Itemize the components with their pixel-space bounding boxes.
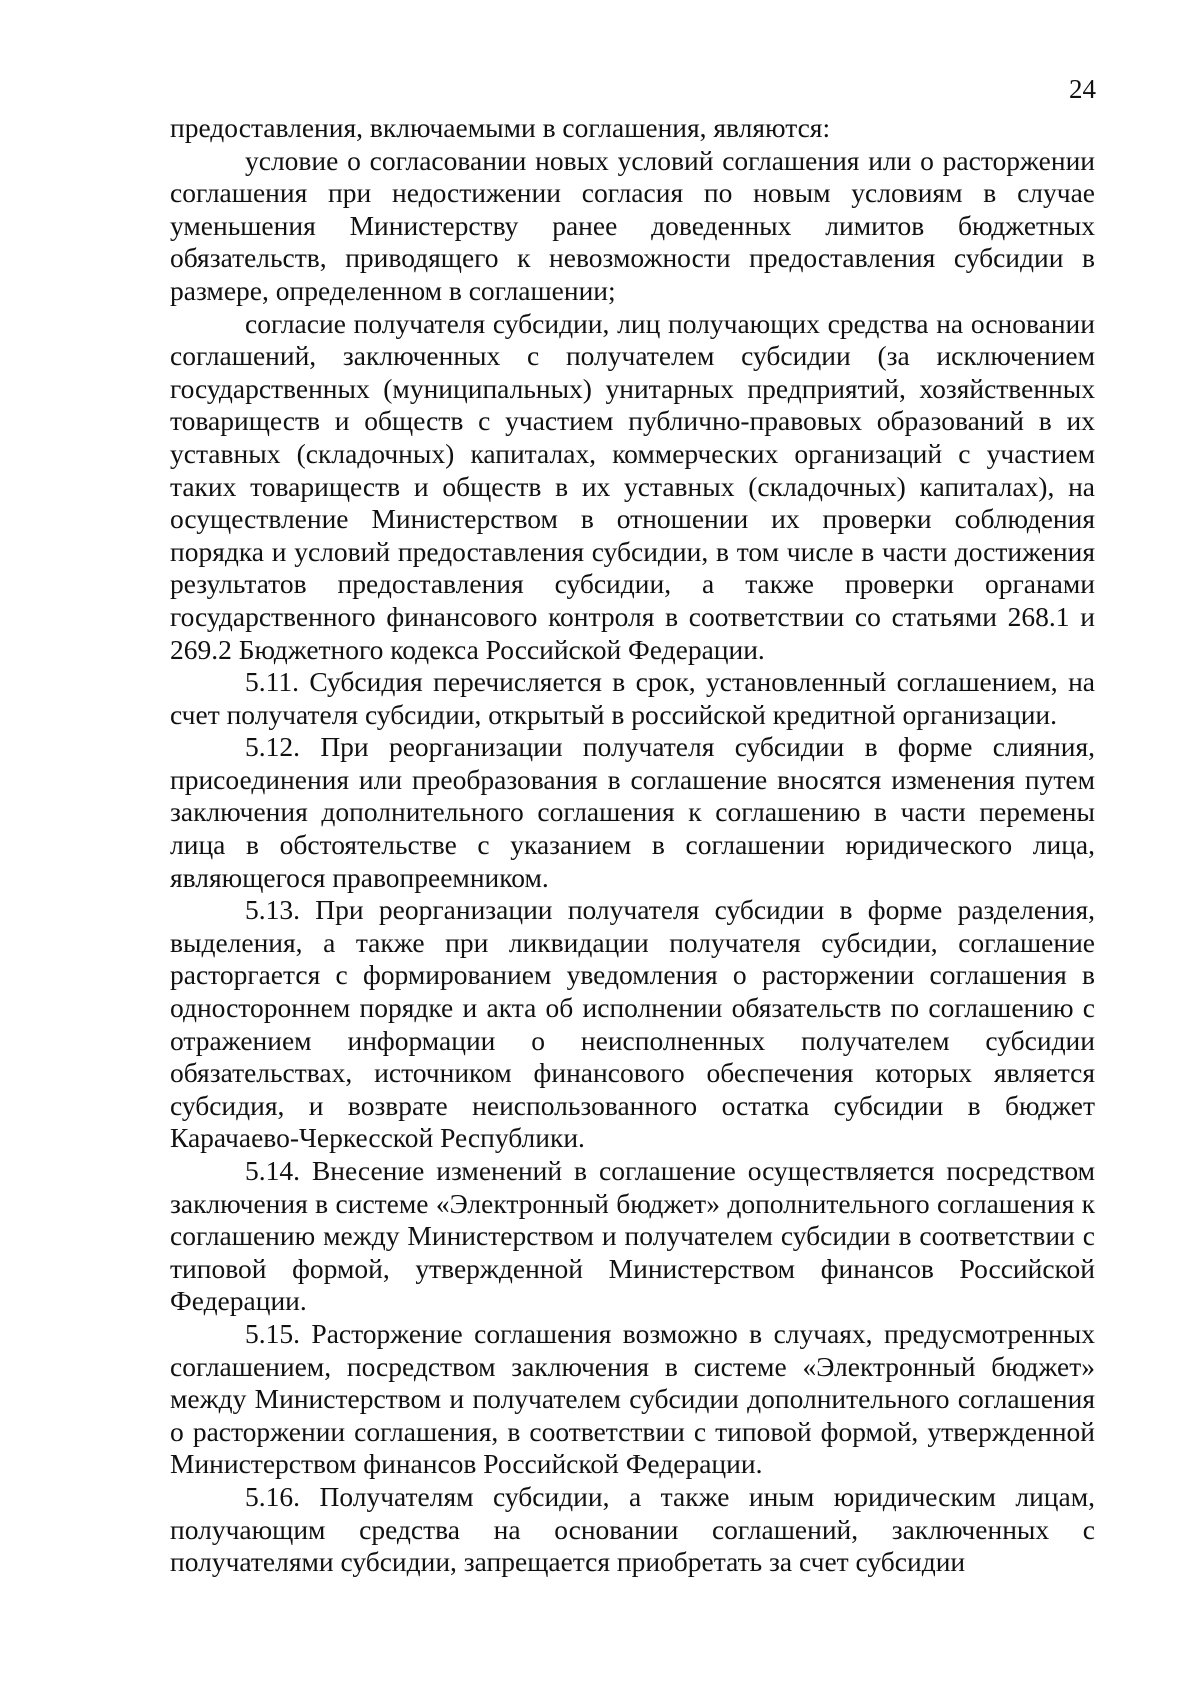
paragraph-5-13: 5.13. При реорганизации получателя субсидии в форме разделения, выделения, а также при ликвидации получателя субсидии, соглашение расторгается с формированием уведомления о расторжении соглашения в одностороннем порядке и акта об исполнении обязательств по соглашению с отражением информации о неисполненных получателем субсидии обязательствах, источником финансового обеспечения которых является субсидия, и возврате неиспользованного остатка субсидии в бюджет Карачаево-Черкесской Республики. <box>170 894 1095 1154</box>
paragraph-5-12: 5.12. При реорганизации получателя субсидии в форме слияния, присоединения или преобразования в соглашение вносятся изменения путем заключения дополнительного соглашения к соглашению в части перемены лица в обстоятельстве с указанием в соглашении юридического лица, являющегося правопреемником. <box>170 731 1095 893</box>
paragraph-condition-agreement: условие о согласовании новых условий соглашения или о расторжении соглашения при недостижении согласия по новым условиям в случае уменьшения Министерству ранее доведенных лимитов бюджетных обязательств, приводящего к невозможности предоставления субсидии в размере, определенном в соглашении; <box>170 144 1095 306</box>
document-body <box>170 112 1095 1579</box>
paragraph-5-11: 5.11. Субсидия перечисляется в срок, установленный соглашением, на счет получателя субсидии, открытый в российской кредитной организации. <box>170 666 1095 730</box>
paragraph-consent-inspection: согласие получателя субсидии, лиц получающих средства на основании соглашений, заключенных с получателем субсидии (за исключением государственных (муниципальных) унитарных предприятий, хозяйственных товариществ и обществ с участием публично-правовых образований в их уставных (складочных) капиталах, коммерческих организаций с участием таких товариществ и обществ в их уставных (складочных) капиталах), на осуществление Министерством в отношении их проверки соблюдения порядка и условий предоставления субсидии, в том числе в части достижения результатов предоставления субсидии, а также проверки органами государственного финансового контроля в соответствии со статьями 268.1 и 269.2 Бюджетного кодекса Российской Федерации. <box>170 307 1095 665</box>
paragraph-5-15: 5.15. Расторжение соглашения возможно в случаях, предусмотренных соглашением, посредством заключения в системе «Электронный бюджет» между Министерством и получателем субсидии дополнительного соглашения о расторжении соглашения, в соответствии с типовой формой, утвержденной Министерством финансов Российской Федерации. <box>170 1317 1095 1480</box>
page-number: 24 <box>1069 74 1096 104</box>
paragraph-5-14: 5.14. Внесение изменений в соглашение осуществляется посредством заключения в системе «Электронный бюджет» дополнительного соглашения к соглашению между Министерством и получателем субсидии в соответствии с типовой формой, утвержденной Министерством финансов Российской Федерации. <box>170 1155 1095 1317</box>
paragraph-5-16: 5.16. Получателям субсидии, а также иным юридическим лицам, получающим средства на основании соглашений, заключенных с получателями субсидии, запрещается приобретать за счет субсидии <box>170 1480 1095 1578</box>
paragraph-intro-continuation: предоставления, включаемыми в соглашения, являются: <box>170 112 831 143</box>
